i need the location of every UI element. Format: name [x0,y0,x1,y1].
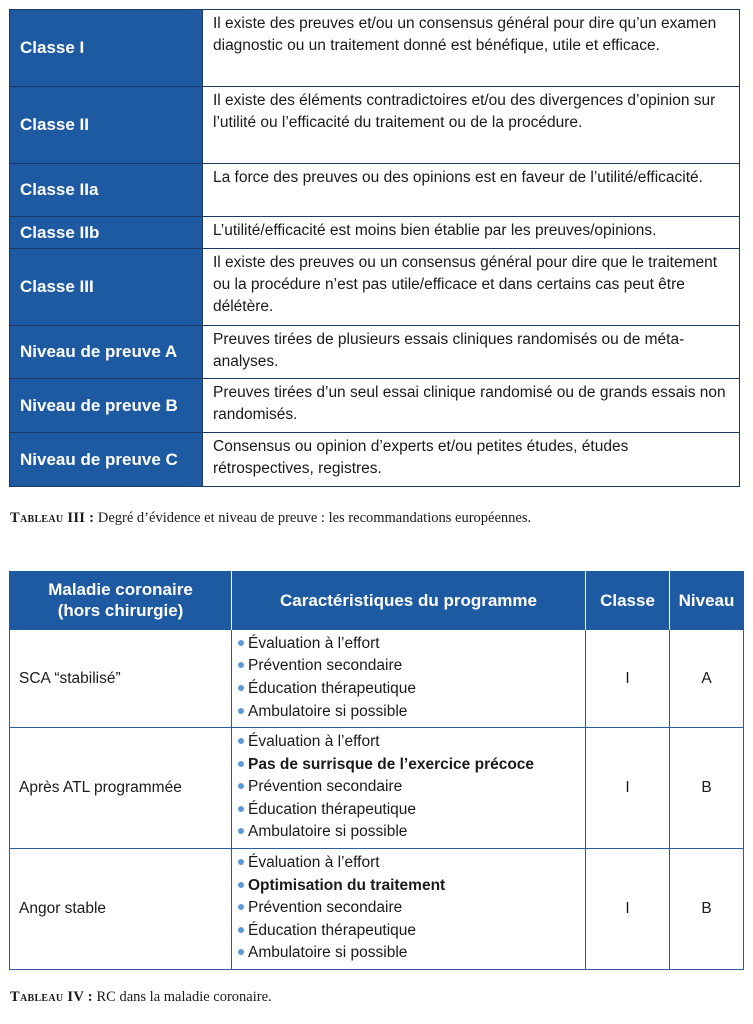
list-item: Éducation thérapeutique [238,920,579,943]
caption-text: Degré d’évidence et niveau de preuve : les recommandations européennes. [94,510,532,526]
level-label: Niveau de preuve A [10,326,203,379]
bullet-icon [238,882,244,888]
table-row [10,10,740,87]
table-row [10,630,744,728]
program-features [232,630,586,728]
caption-label: Tableau IV : [10,989,93,1005]
level-value: B [670,849,744,970]
table-caption [10,510,531,527]
bullet-icon [238,640,244,646]
table-row [10,433,740,487]
list-item: Optimisation du traitement [238,875,579,898]
caption-text: RC dans la maladie coronaire. [92,989,272,1005]
bullet-icon [238,662,244,668]
class-value: I [586,849,670,970]
list-item: Ambulatoire si possible [238,701,579,724]
bullet-icon [238,828,244,834]
level-value: A [670,630,744,728]
level-value: B [670,728,744,849]
list-item: Ambulatoire si possible [238,821,579,844]
disease-name: Angor stable [10,849,232,970]
class-description: Il existe des éléments contradictoires et/ou des divergences d’opinion sur l’utilité ou l’efficacité du traitement ou de la procédure. [203,87,740,164]
bullet-icon [238,685,244,691]
list-item: Évaluation à l’effort [238,633,579,656]
table-row [10,164,740,217]
column-header-program: Caractéristiques du programme [232,571,586,630]
list-item: Évaluation à l’effort [238,731,579,754]
level-label: Niveau de preuve C [10,433,203,487]
class-description: La force des preuves ou des opinions est en faveur de l’utilité/efficacité. [203,164,740,217]
column-header-disease: Maladie coronaire (hors chirurgie) [10,571,232,630]
bullet-icon [238,761,244,767]
coronary-program-table [9,571,744,970]
table-row [10,326,740,379]
table-row [10,728,744,849]
class-label: Classe III [10,249,203,326]
list-item: Prévention secondaire [238,897,579,920]
bullet-icon [238,708,244,714]
column-header-class: Classe [586,571,670,630]
level-description: Consensus ou opinion d’experts et/ou petites études, études rétrospectives, registres. [203,433,740,487]
list-item: Évaluation à l’effort [238,852,579,875]
table-row [10,849,744,970]
list-item: Prévention secondaire [238,655,579,678]
list-item: Pas de surrisque de l’exercice précoce [238,754,579,777]
program-features [232,728,586,849]
class-value: I [586,630,670,728]
bullet-icon [238,904,244,910]
table-row [10,87,740,164]
table-row [10,379,740,433]
disease-name: Après ATL programmée [10,728,232,849]
table-caption [10,989,272,1006]
list-item: Éducation thérapeutique [238,678,579,701]
program-features [232,849,586,970]
level-description: Preuves tirées de plusieurs essais cliniques randomisés ou de méta-analyses. [203,326,740,379]
disease-name: SCA “stabilisé” [10,630,232,728]
level-label: Niveau de preuve B [10,379,203,433]
list-item: Prévention secondaire [238,776,579,799]
table-row [10,217,740,249]
list-item: Ambulatoire si possible [238,942,579,965]
class-description: Il existe des preuves ou un consensus général pour dire que le traitement ou la procédure n’est pas utile/efficace et dans certains cas peut être délétère. [203,249,740,326]
column-header-level: Niveau [670,571,744,630]
class-label: Classe II [10,87,203,164]
evidence-class-table [9,9,740,487]
bullet-icon [238,806,244,812]
bullet-icon [238,927,244,933]
bullet-icon [238,738,244,744]
table-header-row [10,571,744,630]
bullet-icon [238,783,244,789]
level-description: Preuves tirées d’un seul essai clinique randomisé ou de grands essais non randomisés. [203,379,740,433]
table-row [10,249,740,326]
bullet-icon [238,949,244,955]
caption-label: Tableau III : [10,510,95,526]
class-description: Il existe des preuves et/ou un consensus général pour dire qu’un examen diagnostic ou un traitement donné est bénéfique, utile et efficace. [203,10,740,87]
bullet-icon [238,859,244,865]
class-description: L’utilité/efficacité est moins bien établie par les preuves/opinions. [203,217,740,249]
class-label: Classe IIb [10,217,203,249]
class-label: Classe IIa [10,164,203,217]
class-label: Classe I [10,10,203,87]
class-value: I [586,728,670,849]
list-item: Éducation thérapeutique [238,799,579,822]
